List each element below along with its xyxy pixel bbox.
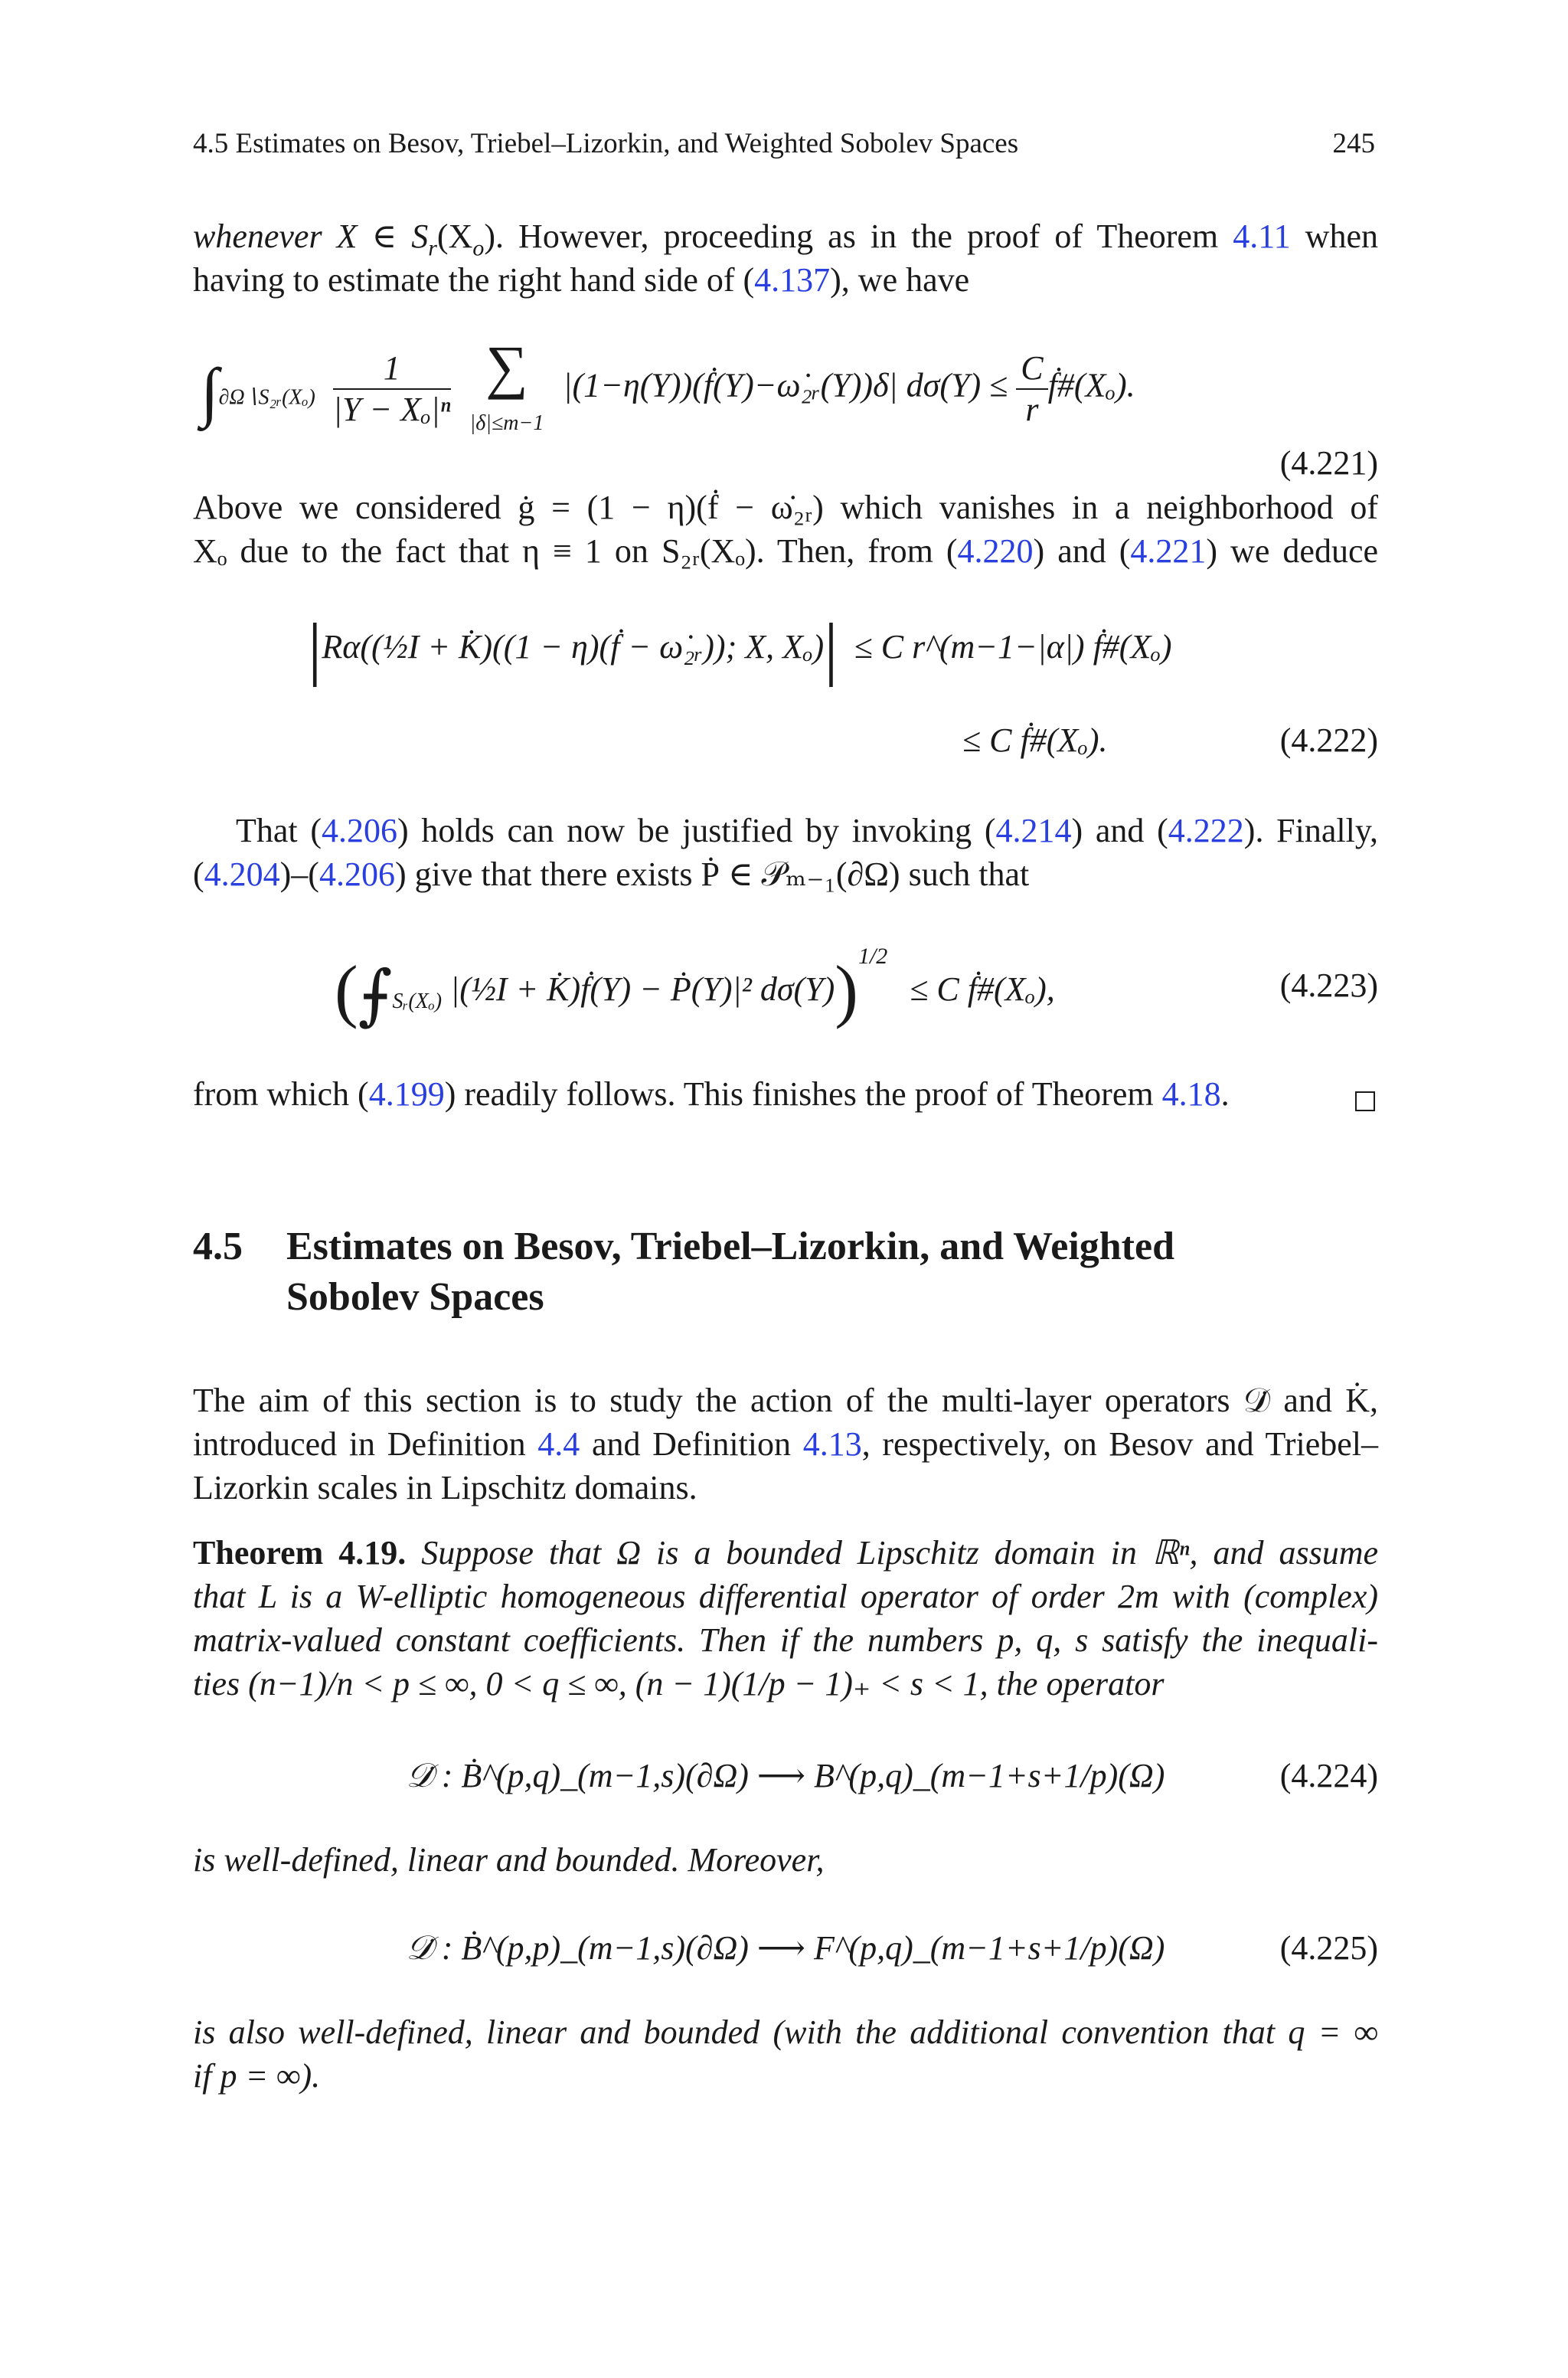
theorem-line-1: Theorem 4.19. Suppose that Ω is a bounded Lipschitz domain in ℝⁿ, and assume (193, 1534, 1379, 1572)
theorem-line-3: matrix-valued constant coefficients. Then if the numbers p, q, s satisfy the inequali- (193, 1621, 1378, 1659)
paragraph-6: is well-defined, linear and bounded. Moreover, (193, 1841, 825, 1879)
summation: ∑ |δ|≤m−1 (469, 333, 544, 435)
equation-link-4-199[interactable]: 4.199 (368, 1075, 445, 1113)
equation-link-4-221[interactable]: 4.221 (1130, 532, 1207, 570)
theorem-label: Theorem 4.19. (193, 1534, 407, 1572)
page-number: 245 (1332, 128, 1375, 159)
theorem-line-2: that L is a W-elliptic homogeneous differential operator of order 2m with (complex) (193, 1578, 1378, 1615)
section-title-line-1: Estimates on Besov, Triebel–Lizorkin, and Weighted (286, 1225, 1174, 1268)
equation-link-4-204[interactable]: 4.204 (204, 855, 280, 893)
section-heading (193, 1222, 1378, 1323)
fraction: $\frac{1}{\text{|Y − Xₒ|ⁿ}}$ (332, 348, 451, 428)
definition-link-4-13[interactable]: 4.13 (802, 1425, 862, 1463)
equation-link-4-222[interactable]: 4.222 (1168, 812, 1244, 849)
section-number: 4.5 (193, 1225, 243, 1268)
running-header-title: 4.5 Estimates on Besov, Triebel–Lizorkin, and Weighted Sobolev Spaces (193, 128, 1019, 159)
equation-4-223: ($⨍_{Sᵣ(X_o)}$ |(½I + K̇)ḟ(Y) − Ṗ(Y)|² dσ(Y))$^{1/2}$ ≤ C ḟ#(Xₒ), (4.223) (335, 944, 1378, 1032)
equation-link-4-214[interactable]: 4.214 (995, 812, 1072, 849)
integral-sign: ∫ (201, 354, 219, 428)
equation-number-4-225: (4.225) (1279, 1929, 1378, 1967)
paragraph-5-line-3: Lizorkin scales in Lipschitz domains. (193, 1469, 697, 1506)
definition-link-4-4[interactable]: 4.4 (537, 1425, 580, 1463)
equation-link-4-220[interactable]: 4.220 (957, 532, 1034, 570)
rhs-fraction: $\frac{C}{r}$ (1016, 348, 1047, 430)
equation-link-4-206b[interactable]: 4.206 (318, 855, 395, 893)
equation-number: (4.223) (1279, 967, 1378, 1004)
paragraph-7-line-2: if p = ∞). (193, 2057, 321, 2095)
equation-4-221: $\int_{\partial\Omega∖S_2ᵣ(X_o)}$ $\frac{1}{\text{|Y − Xₒ|ⁿ}}$ ∑ |δ|≤m−1 |(1−η(Y))(ḟ(Y)−ω̇₂ᵣ(Y))δ| dσ(Y) ≤ $\frac{C}{r}$ ḟ#(Xₒ). (4.221) (193, 322, 1378, 452)
qed-box-icon (1355, 1091, 1375, 1111)
equation-number-4-224: (4.224) (1279, 1757, 1378, 1794)
paragraph-3-line-2: (4.204)–(4.206) give that there exists Ṗ ∈ 𝒫ₘ₋₁(∂Ω) such that (193, 855, 1030, 893)
equation-4-224: 𝒟̇ : Ḃ^(p,q)_(m−1,s)(∂Ω) ⟶ B^(p,q)_(m−1+s+1/p)(Ω) (406, 1757, 1165, 1794)
paragraph-3-line-1: That (4.206) holds can now be justified by invoking (4.214) and (4.222). Finally, (236, 812, 1378, 849)
paragraph-4: from which (4.199) readily follows. This finishes the proof of Theorem 4.18. (193, 1075, 1230, 1113)
paragraph-5-line-2: introduced in Definition 4.4 and Definition 4.13, respectively, on Besov and Triebel– (193, 1425, 1378, 1463)
paragraph-2-line-1: Above we considered ġ = (1 − η)(ḟ − ω̇₂ᵣ) which vanishes in a neighborhood of (193, 489, 1378, 526)
equation-4-225: 𝒟̇ : Ḃ^(p,p)_(m−1,s)(∂Ω) ⟶ F^(p,q)_(m−1+s+1/p)(Ω) (406, 1929, 1165, 1967)
section-title-line-2: Sobolev Spaces (286, 1275, 544, 1319)
equation-link-4-206[interactable]: 4.206 (322, 812, 398, 849)
paragraph-5-line-1: The aim of this section is to study the action of the multi-layer operators 𝒟̇ and K̇, (193, 1382, 1378, 1419)
theorem-line-4: ties (n−1)/n < p ≤ ∞, 0 < q ≤ ∞, (n − 1)(1/p − 1)₊ < s < 1, the operator (193, 1665, 1165, 1703)
paragraph-2-line-2: Xₒ due to the fact that η ≡ 1 on S₂ᵣ(Xₒ). Then, from (4.220) and (4.221) we deduce (193, 532, 1379, 570)
theorem-link-4-18[interactable]: 4.18 (1161, 1075, 1221, 1113)
paragraph-7-line-1: is also well-defined, linear and bounded (with the additional convention that q = ∞ (193, 2013, 1378, 2051)
equation-number: (4.221) (1279, 444, 1378, 482)
paragraph-1-line-2: having to estimate the right hand side of (4.137), we have (193, 261, 970, 299)
paragraph-1-line-1: whenever X ∈ $S_r(X_o)$. However, proceeding as in the proof of Theorem 4.11 when (193, 218, 1378, 261)
equation-4-222: |Rα((½I + K̇)((1 − η)(ḟ − ω̇₂ᵣ)); X, Xₒ)| ≤ C r^(m−1−|α|) ḟ#(Xₒ) ≤ C ḟ#(Xₒ). (4.222) (193, 613, 1378, 774)
equation-link-4-137[interactable]: 4.137 (754, 261, 831, 299)
theorem-link-4-11[interactable]: 4.11 (1233, 218, 1291, 255)
equation-number: (4.222) (1279, 721, 1378, 759)
